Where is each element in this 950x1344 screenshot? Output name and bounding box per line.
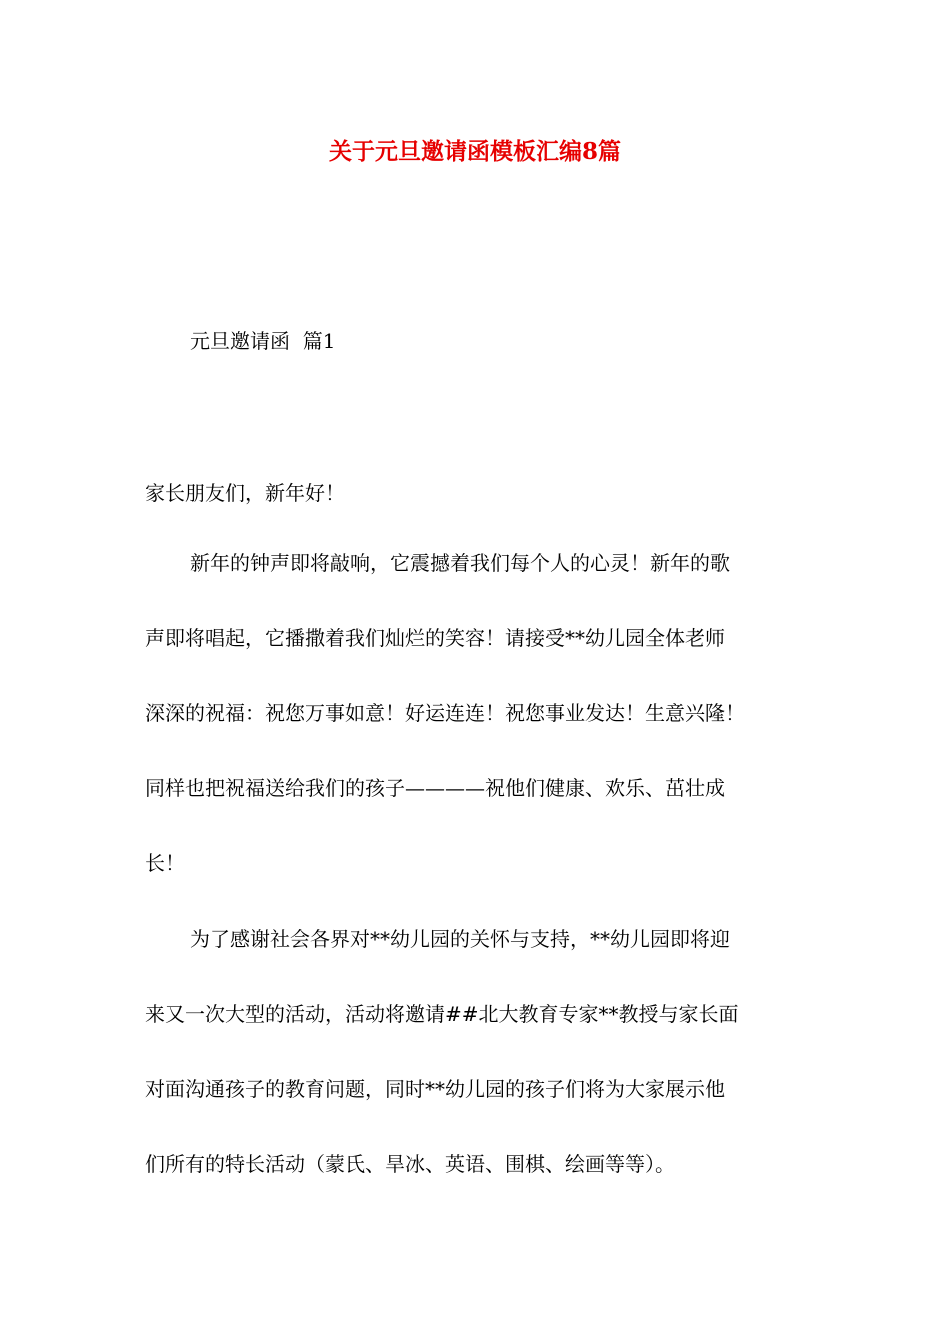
paragraph-line: 同样也把祝福送给我们的孩子————祝他们健康、欢乐、茁壮成: [145, 776, 725, 800]
paragraph-line: 来又一次大型的活动，活动将邀请##北大教育专家**教授与家长面: [145, 1002, 739, 1026]
document-title: 关于元旦邀请函模板汇编8篇: [328, 138, 621, 165]
salutation: 家长朋友们，新年好！: [145, 481, 345, 505]
paragraph-line: 们所有的特长活动（蒙氏、旱冰、英语、围棋、绘画等等）。: [145, 1152, 675, 1176]
section-heading: 元旦邀请函 篇1: [190, 329, 336, 353]
paragraph-1: [145, 526, 835, 901]
paragraph-line: 深深的祝福：祝您万事如意！好运连连！祝您事业发达！生意兴隆！: [145, 701, 745, 725]
paragraph-line: 长！: [145, 851, 185, 875]
paragraph-2: [145, 902, 835, 1202]
paragraph-line: 声即将唱起，它播撒着我们灿烂的笑容！请接受**幼儿园全体老师: [145, 626, 725, 650]
paragraph-line: 对面沟通孩子的教育问题，同时**幼儿园的孩子们将为大家展示他: [145, 1077, 725, 1101]
paragraph-line: 为了感谢社会各界对**幼儿园的关怀与支持，**幼儿园即将迎: [190, 927, 730, 951]
paragraph-line: 新年的钟声即将敲响，它震撼着我们每个人的心灵！新年的歌: [190, 551, 730, 575]
